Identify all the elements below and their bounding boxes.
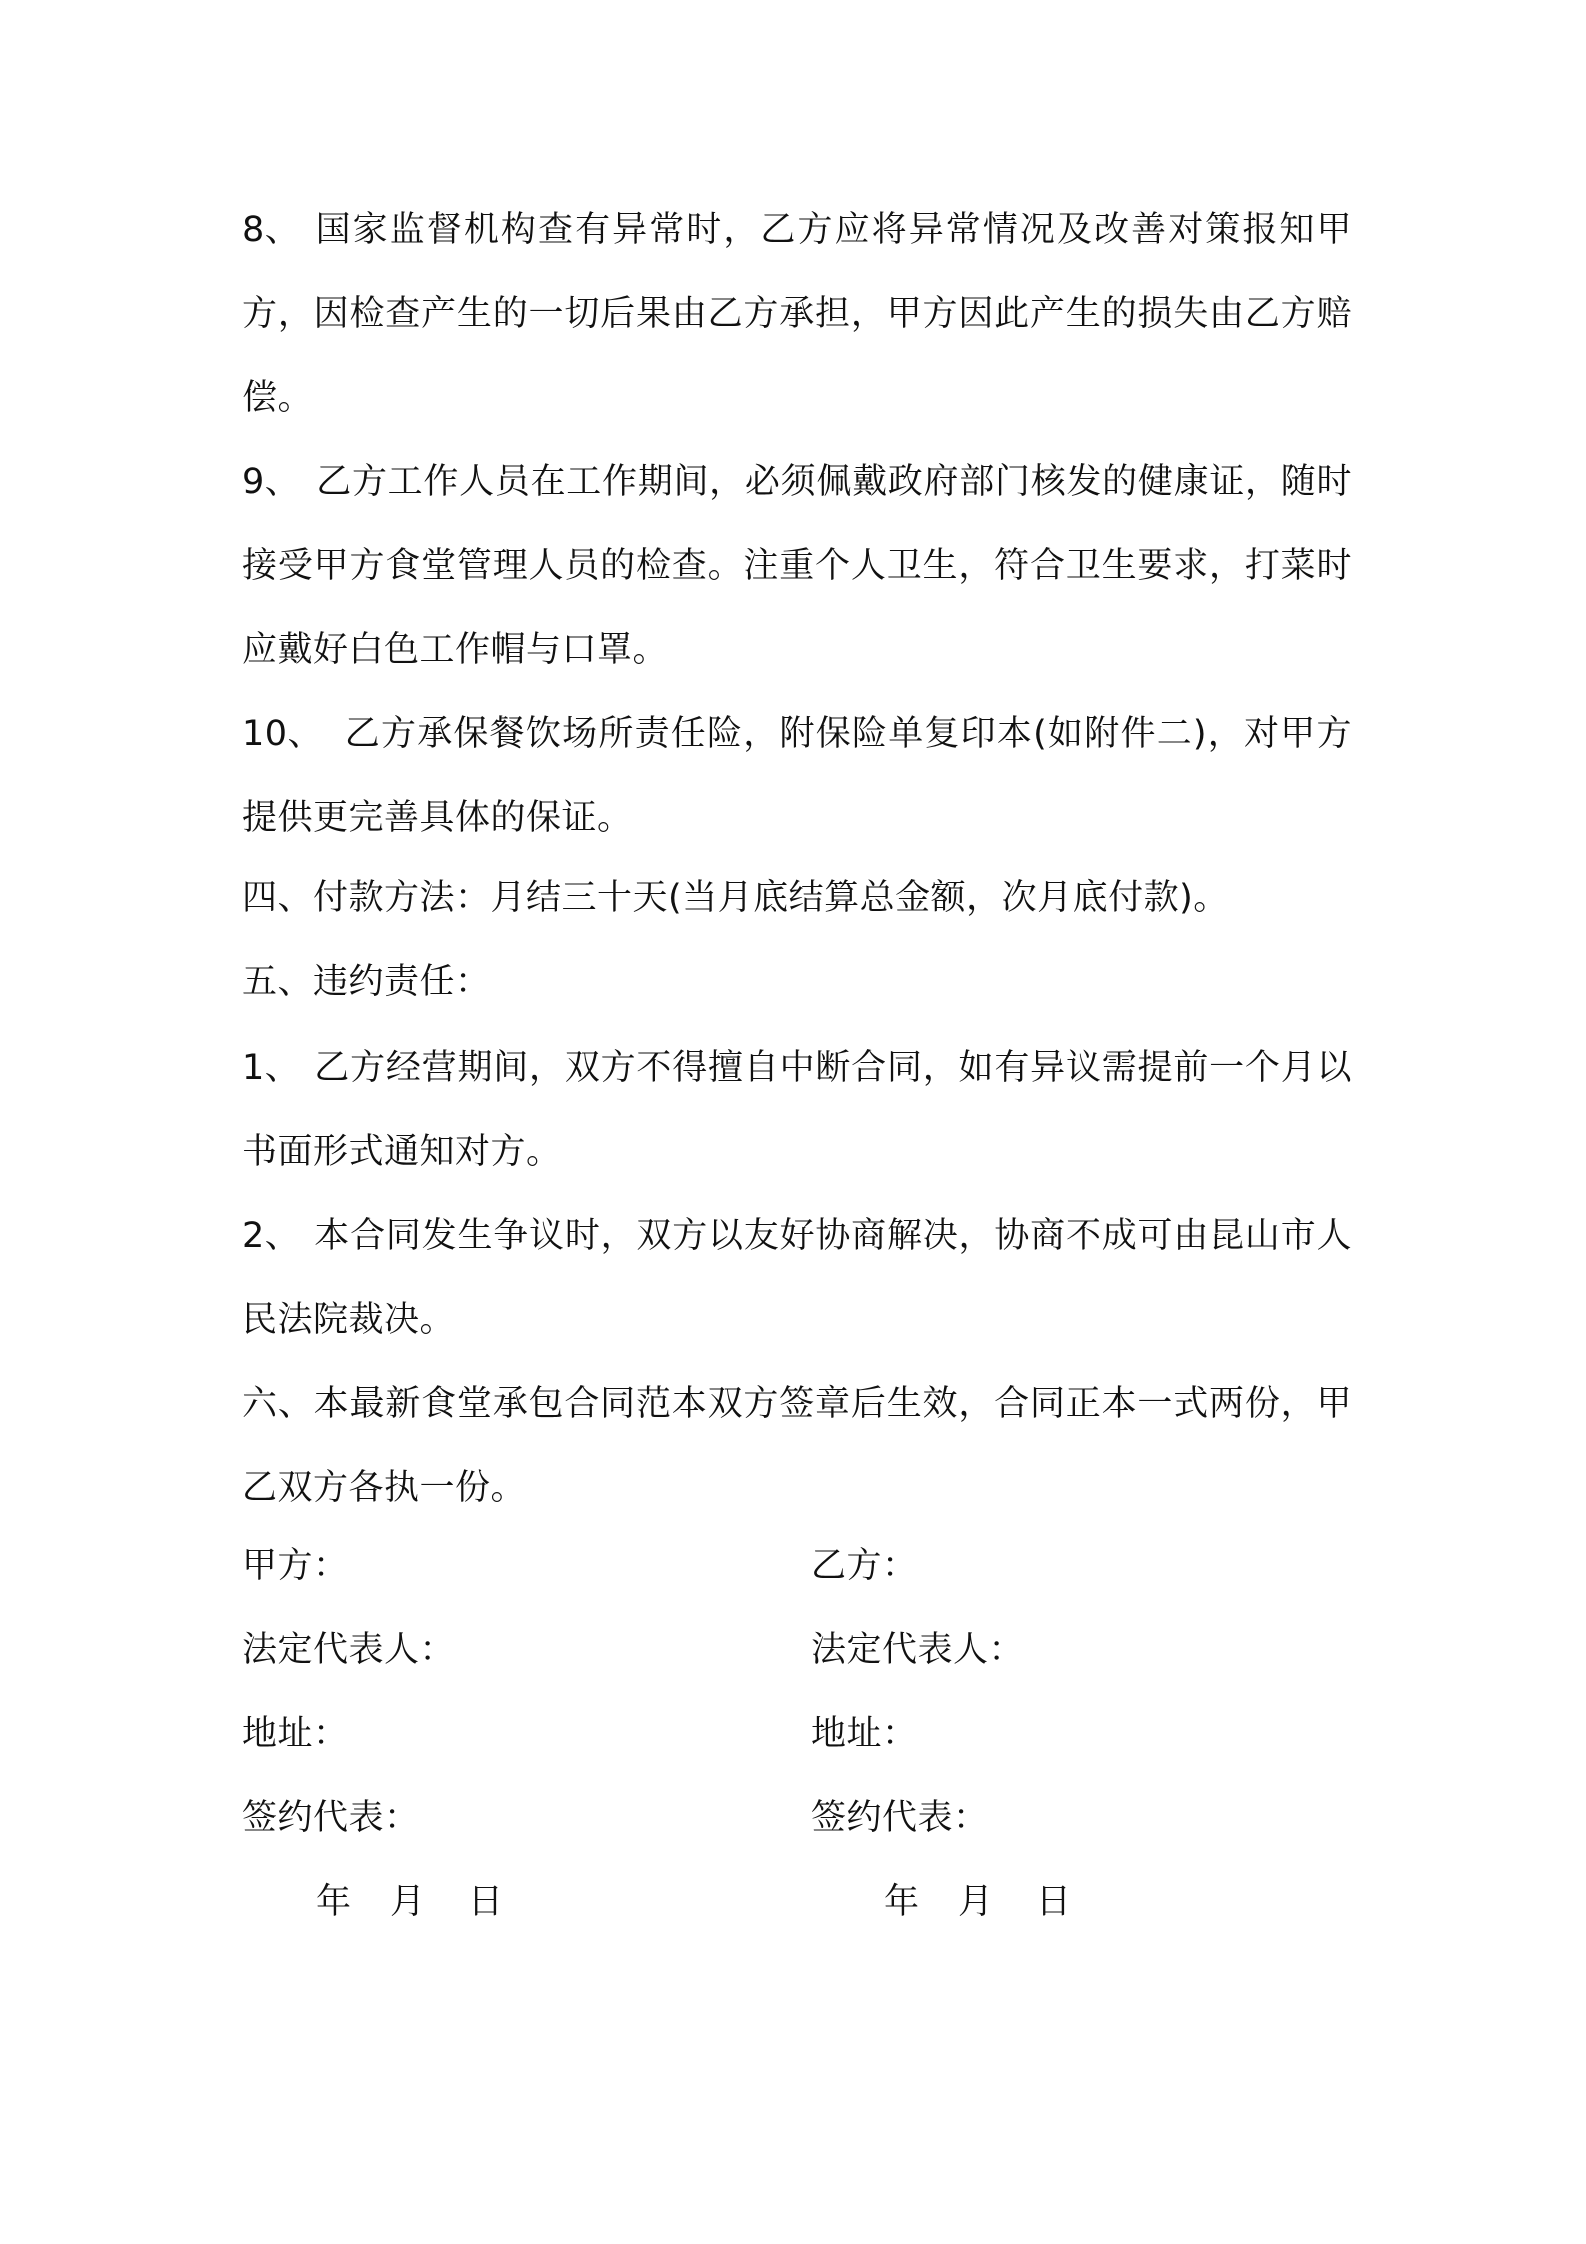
clause-10	[242, 692, 1352, 860]
section-payment: 四、付款方法：月结三十天(当月底结算总金额，次月底付款)。	[242, 878, 1229, 918]
section-breach-title: 五、违约责任：	[242, 962, 491, 1002]
item-text: 乙方经营期间，双方不得擅自中断合同，如有异议需提前一个月以书面形式通知对方。	[242, 1048, 1352, 1172]
clause-number: 9、	[242, 462, 301, 502]
item-number: 1、	[242, 1048, 301, 1088]
party-a-address-label: 地址：	[242, 1714, 349, 1754]
party-a-signer-label: 签约代表：	[242, 1798, 420, 1838]
date-month: 月	[958, 1882, 994, 1922]
party-a-rep-label: 法定代表人：	[242, 1630, 456, 1670]
clause-text: 乙方承保餐饮场所责任险，附保险单复印本(如附件二)，对甲方提供更完善具体的保证。	[242, 714, 1352, 838]
breach-item-2	[242, 1194, 1352, 1362]
party-b-rep-label: 法定代表人：	[811, 1630, 1025, 1670]
party-a-label: 甲方：	[242, 1546, 349, 1586]
party-b-signer-label: 签约代表：	[811, 1798, 989, 1838]
date-month: 月	[390, 1882, 426, 1922]
date-day: 日	[1036, 1882, 1072, 1922]
clause-text: 国家监督机构查有异常时，乙方应将异常情况及改善对策报知甲方，因检查产生的一切后果由乙方承担，甲方因此产生的损失由乙方赔偿。	[242, 210, 1352, 418]
party-b-label: 乙方：	[811, 1546, 918, 1586]
date-day: 日	[468, 1882, 504, 1922]
clause-9	[242, 440, 1352, 692]
section-effect: 六、本最新食堂承包合同范本双方签章后生效，合同正本一式两份，甲乙双方各执一份。	[242, 1384, 1352, 1508]
clause-number: 10、	[242, 714, 324, 754]
party-b-address-label: 地址：	[811, 1714, 918, 1754]
date-year: 年	[884, 1882, 920, 1922]
clause-text: 乙方工作人员在工作期间，必须佩戴政府部门核发的健康证，随时接受甲方食堂管理人员的检查。注重个人卫生，符合卫生要求，打菜时应戴好白色工作帽与口罩。	[242, 462, 1352, 670]
clause-number: 8、	[242, 210, 301, 250]
clause-8	[242, 188, 1352, 440]
date-year: 年	[316, 1882, 352, 1922]
item-number: 2、	[242, 1216, 301, 1256]
breach-item-1	[242, 1026, 1352, 1194]
item-text: 本合同发生争议时，双方以友好协商解决，协商不成可由昆山市人民法院裁决。	[242, 1216, 1352, 1340]
